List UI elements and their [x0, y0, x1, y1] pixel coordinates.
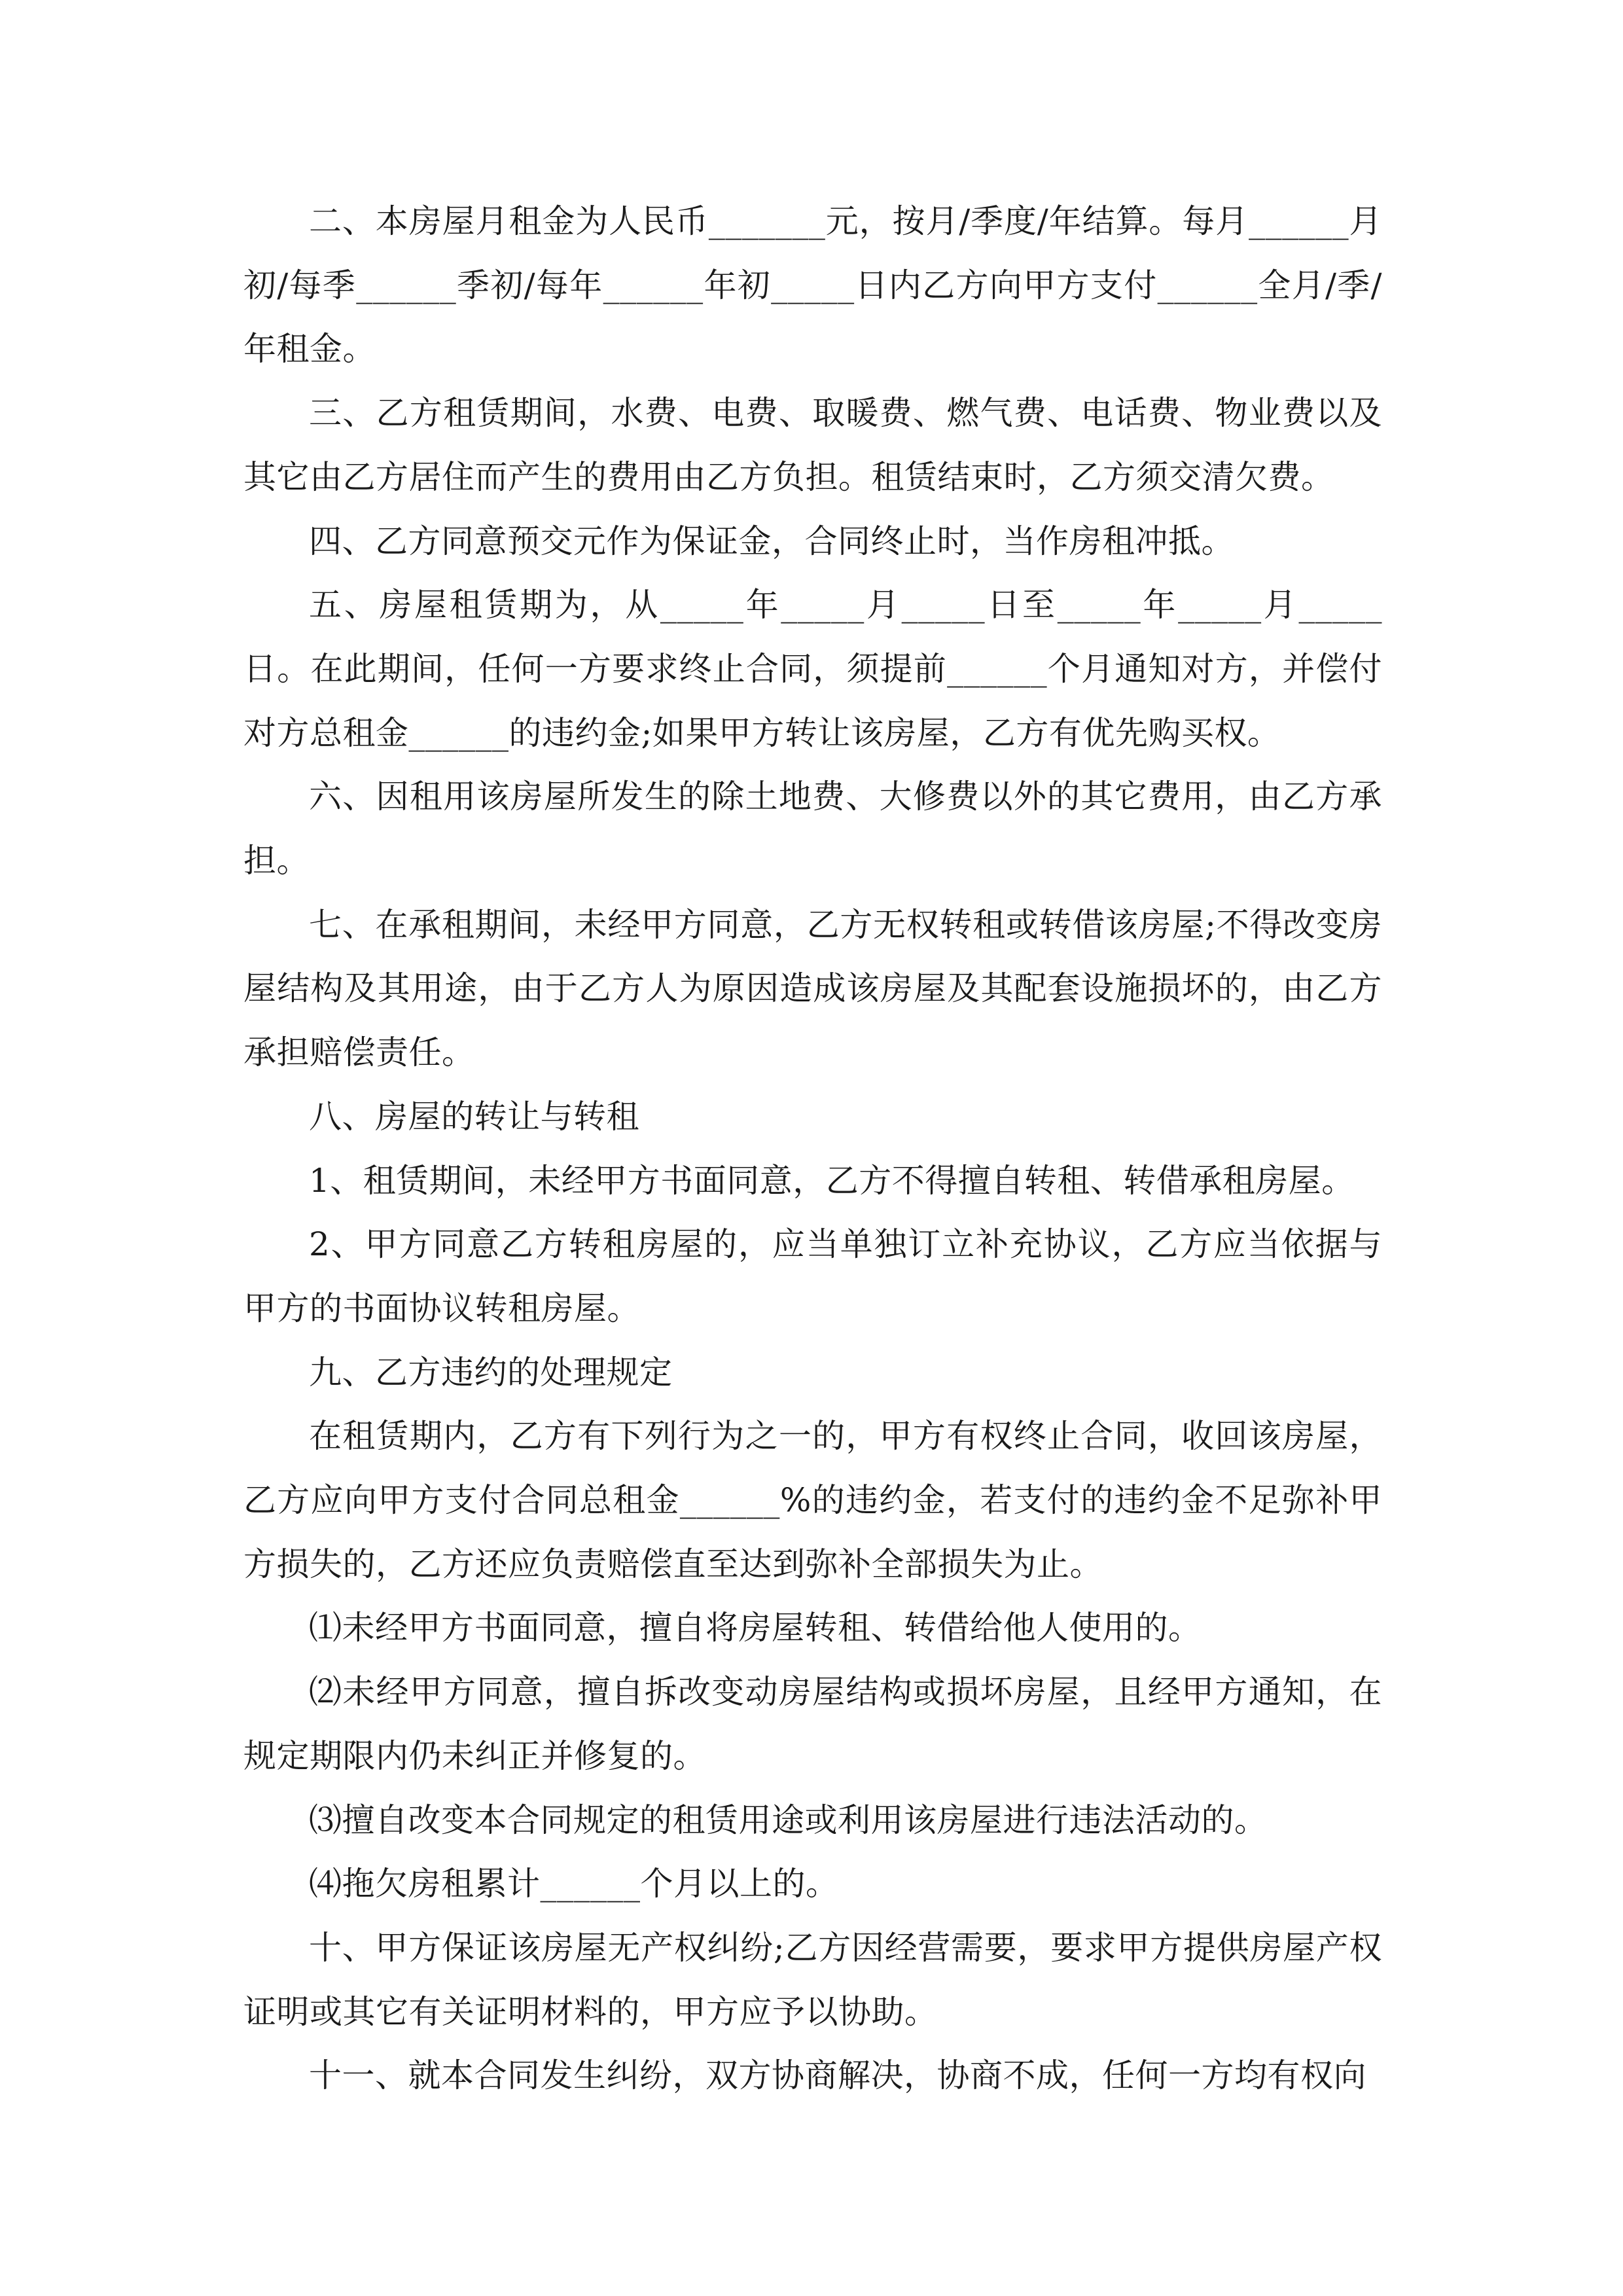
section-heading-breach: 九、乙方违约的处理规定	[309, 1353, 673, 1391]
breach-item-2: ⑵未经甲方同意，擅自拆改变动房屋结构或损坏房屋，且经甲方通知，在规定期限内仍未纠正并修复的。	[243, 1673, 1382, 1775]
clause-deposit: 四、乙方同意预交元作为保证金，合同终止时，当作房租冲抵。	[309, 522, 1234, 560]
clause-property-rights: 十、甲方保证该房屋无产权纠纷;乙方因经营需要，要求甲方提供房屋产权证明或其它有关证明材料的，甲方应予以协助。	[243, 1928, 1382, 2031]
clause-no-sublet: 七、在承租期间，未经甲方同意，乙方无权转租或转借该房屋;不得改变房屋结构及其用途，由于乙方人为原因造成该房屋及其配套设施损坏的，由乙方承担赔偿责任。	[243, 905, 1382, 1072]
clause-breach-intro: 在租赁期内，乙方有下列行为之一的，甲方有权终止合同，收回该房屋，乙方应向甲方支付合同总租金______%的违约金，若支付的违约金不足弥补甲方损失的，乙方还应负责赔偿直至达到弥补全部损失为止。	[243, 1417, 1382, 1583]
clause-lease-term: 五、房屋租赁期为，从_____年_____月_____日至_____年_____月_____日。在此期间，任何一方要求终止合同，须提前______个月通知对方，并偿付对方总租金______的违约金;如果甲方转让该房屋，乙方有优先购买权。	[243, 586, 1382, 752]
breach-item-1: ⑴未经甲方书面同意，擅自将房屋转租、转借给他人使用的。	[309, 1609, 1202, 1647]
section-heading-transfer: 八、房屋的转让与转租	[309, 1097, 639, 1136]
clause-transfer-1: 1、租赁期间，未经甲方书面同意，乙方不得擅自转租、转借承租房屋。	[309, 1161, 1355, 1200]
clause-dispute: 十一、就本合同发生纠纷，双方协商解决，协商不成，任何一方均有权向	[309, 2056, 1366, 2095]
clause-rent-amount: 二、本房屋月租金为人民币_______元，按月/季度/年结算。每月______月初/每季______季初/每年______年初_____日内乙方向甲方支付______全月/季/年租金。	[243, 202, 1382, 368]
clause-other-costs: 六、因租用该房屋所发生的除土地费、大修费以外的其它费用，由乙方承担。	[243, 778, 1382, 880]
clause-utility-fees: 三、乙方租赁期间，水费、电费、取暖费、燃气费、电话费、物业费以及其它由乙方居住而产生的费用由乙方负担。租赁结束时，乙方须交清欠费。	[243, 394, 1382, 496]
clause-transfer-2: 2、甲方同意乙方转租房屋的，应当单独订立补充协议，乙方应当依据与甲方的书面协议转租房屋。	[243, 1225, 1382, 1327]
breach-item-3: ⑶擅自改变本合同规定的租赁用途或利用该房屋进行违法活动的。	[309, 1801, 1268, 1839]
breach-item-4: ⑷拖欠房租累计______个月以上的。	[309, 1865, 839, 1903]
document-page	[243, 190, 1382, 2108]
